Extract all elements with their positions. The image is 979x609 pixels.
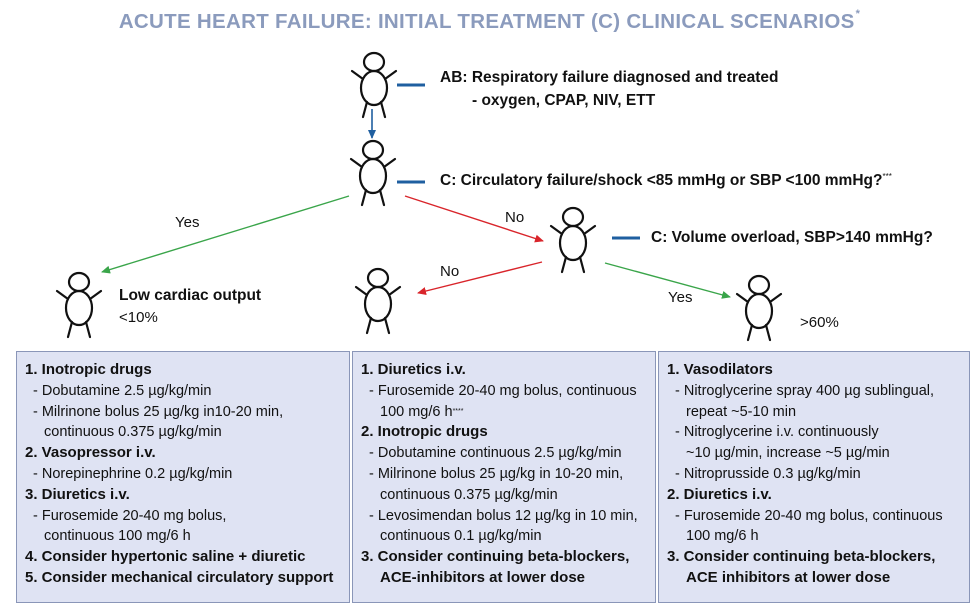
panel-left-line: - Norepinephrine 0.2 µg/kg/min	[33, 465, 233, 482]
panel-left-line: - Dobutamine 2.5 µg/kg/min	[33, 382, 212, 399]
panel-left-line: continuous 0.375 µg/kg/min	[44, 424, 222, 441]
node-volume-question: C: Volume overload, SBP>140 mmHg?	[651, 229, 933, 246]
arrow-yes-left	[102, 196, 349, 272]
patient-figure-middle	[356, 269, 400, 333]
panel-middle-line: - Dobutamine continuous 2.5 µg/kg/min	[369, 445, 622, 462]
panel-left-line: 5. Consider mechanical circulatory support	[25, 568, 334, 586]
panel-middle-line: 1. Diuretics i.v.	[361, 361, 466, 378]
panel-right-line: - Nitroglycerine spray 400 µg sublingual,	[675, 382, 935, 399]
panel-right-line: 100 mg/6 h	[686, 528, 759, 545]
panel-middle-line: continuous 0.375 µg/kg/min	[380, 486, 558, 503]
panel-middle-line: 2. Inotropic drugs	[361, 423, 488, 441]
panel-right-line: - Nitroglycerine i.v. continuously	[675, 424, 879, 441]
panel-middle-line: continuous 0.1 µg/kg/min	[380, 528, 542, 545]
panel-right-line: - Furosemide 20-40 mg bolus, continuous	[675, 507, 943, 524]
panel-left-line: continuous 100 mg/6 h	[44, 528, 191, 545]
panel-right-line: - Nitroprusside 0.3 µg/kg/min	[675, 465, 861, 482]
low-output-percent: <10%	[119, 309, 158, 326]
page-title: ACUTE HEART FAILURE: INITIAL TREATMENT (C) CLINICAL SCENARIOS*	[118, 8, 861, 33]
treatment-panel-right	[658, 351, 970, 603]
panel-left-line: 3. Diuretics i.v.	[25, 485, 130, 503]
branch-label-no-mid: No	[505, 209, 525, 226]
low-output-label: Low cardiac output	[119, 287, 262, 304]
panel-right-line: repeat ~5-10 min	[686, 403, 797, 420]
panel-left-line: 2. Vasopressor i.v.	[25, 444, 156, 462]
panel-right-line: 3. Consider continuing beta-blockers,	[667, 548, 936, 566]
panel-left-line: - Furosemide 20-40 mg bolus,	[33, 507, 227, 524]
panel-right-line: ~10 µg/min, increase ~5 µg/min	[686, 445, 890, 462]
node-ab-line1: AB: Respiratory failure diagnosed and treated	[440, 69, 779, 86]
panel-middle-line: - Levosimendan bolus 12 µg/kg in 10 min,	[369, 507, 638, 524]
panel-middle-line: 100 mg/6 h****	[380, 403, 464, 420]
arrow-no-left	[418, 262, 542, 293]
branch-label-no-left: No	[440, 263, 460, 280]
treatment-panel-left	[16, 351, 350, 603]
panel-left-line: 4. Consider hypertonic saline + diuretic	[25, 548, 306, 566]
node-c-question: C: Circulatory failure/shock <85 mmHg or SBP <100 mmHg?***	[440, 172, 892, 189]
patient-figure-right	[737, 276, 781, 340]
panel-right-line: ACE inhibitors at lower dose	[686, 568, 891, 586]
panel-middle-line: - Furosemide 20-40 mg bolus, continuous	[369, 382, 637, 399]
patient-figure-c	[351, 141, 395, 205]
right-outcome-percent: >60%	[800, 314, 839, 331]
branch-label-yes-left: Yes	[175, 214, 200, 231]
patient-figure-ab	[352, 53, 396, 117]
node-ab-line2: - oxygen, CPAP, NIV, ETT	[472, 92, 656, 109]
treatment-panel-middle	[352, 351, 656, 603]
panel-middle-line: ACE-inhibitors at lower dose	[380, 568, 586, 586]
panel-middle-line: 3. Consider continuing beta-blockers,	[361, 548, 630, 566]
panel-right-line: 1. Vasodilators	[667, 361, 773, 378]
branch-label-yes-right: Yes	[668, 289, 693, 306]
panel-right-line: 2. Diuretics i.v.	[667, 485, 772, 503]
patient-figure-volume	[551, 208, 595, 272]
panel-left-line: 1. Inotropic drugs	[25, 361, 152, 378]
panel-middle-line: - Milrinone bolus 25 µg/kg in 10-20 min,	[369, 465, 624, 482]
panel-left-line: - Milrinone bolus 25 µg/kg in10-20 min,	[33, 403, 284, 420]
patient-figure-low-output	[57, 273, 101, 337]
